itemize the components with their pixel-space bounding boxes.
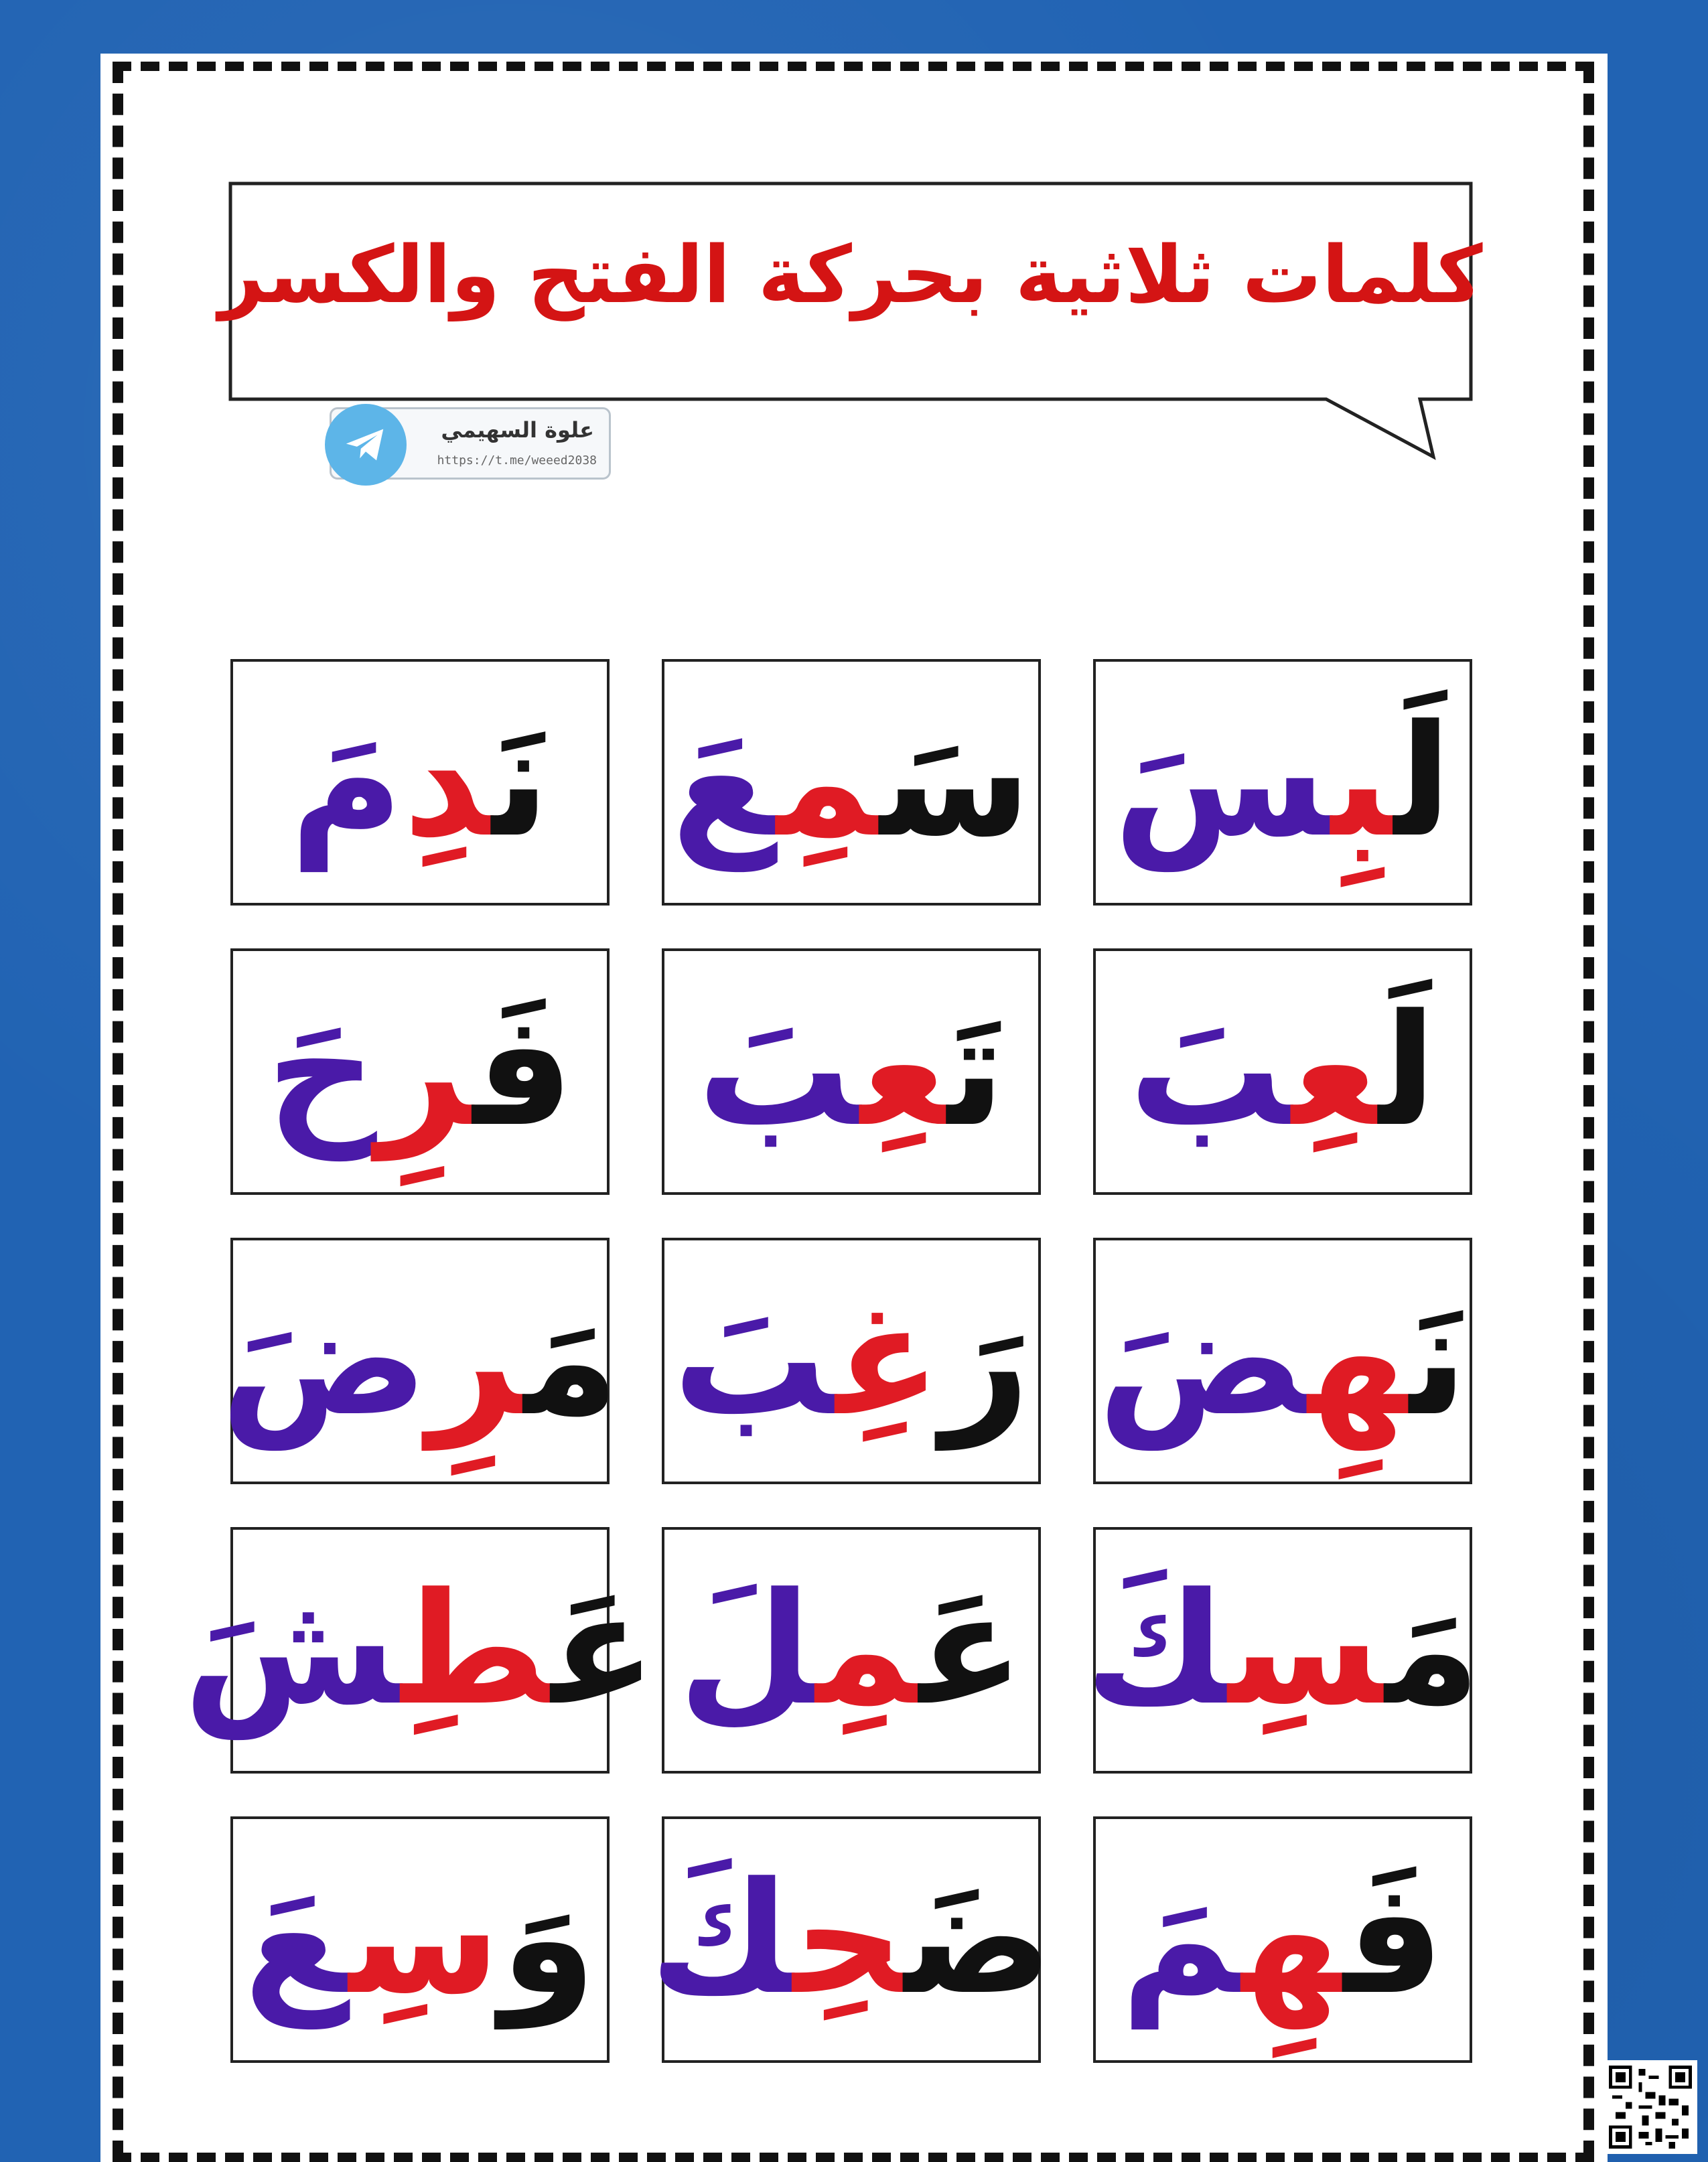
word-card xyxy=(662,1238,1041,1484)
page-title: كلمات ثلاثية بحركة الفتح والكسر xyxy=(218,228,1483,321)
word-card xyxy=(183,1527,657,1774)
letter-2: رِ xyxy=(427,1271,524,1450)
letter-1: فَ xyxy=(1343,1850,1445,2029)
letter-1: عَ xyxy=(551,1561,657,1739)
word-card xyxy=(1093,1238,1472,1484)
watermark-url: https://t.me/weeed2038 xyxy=(437,453,597,467)
letter-2: سِ xyxy=(1228,1561,1385,1739)
letter-2: طِ xyxy=(401,1561,552,1739)
letter-2: سِ xyxy=(348,1850,501,2029)
letter-1: ضَ xyxy=(904,1850,1054,2029)
word-text xyxy=(220,1271,620,1450)
word-card xyxy=(1093,1816,1472,2063)
word-text xyxy=(678,1561,1025,1739)
letter-3: بَ xyxy=(672,1271,836,1450)
word-card xyxy=(230,659,610,906)
letter-1: نَ xyxy=(492,693,550,871)
letter-2: بِ xyxy=(1331,693,1395,871)
word-card xyxy=(230,1816,610,2063)
letter-1: لَ xyxy=(1378,982,1437,1161)
letter-3: عَ xyxy=(243,1850,349,2029)
word-text xyxy=(671,693,1031,871)
word-card xyxy=(662,659,1041,906)
letter-3: ضَ xyxy=(1098,1271,1308,1450)
letter-1: رَ xyxy=(941,1271,1030,1450)
letter-1: تَ xyxy=(947,982,1005,1161)
watermark-badge xyxy=(330,407,611,480)
letter-3: سَ xyxy=(1113,693,1332,871)
qr-code-icon xyxy=(1604,2060,1697,2154)
word-card xyxy=(230,948,610,1195)
word-text xyxy=(1113,693,1452,871)
letter-1: فَ xyxy=(473,982,574,1161)
letter-2: دِ xyxy=(403,693,492,871)
letter-3: ضَ xyxy=(220,1271,428,1450)
word-card xyxy=(1093,659,1472,906)
letter-2: غِ xyxy=(835,1271,942,1450)
letter-3: بَ xyxy=(1129,982,1292,1161)
letter-1: عَ xyxy=(919,1561,1025,1739)
word-text xyxy=(649,1850,1054,2029)
letter-3: شَ xyxy=(183,1561,401,1739)
letter-2: حِ xyxy=(793,1850,904,2029)
letter-1: نَ xyxy=(1409,1271,1468,1450)
letter-2: عِ xyxy=(860,982,948,1161)
word-card xyxy=(1084,1527,1481,1774)
letter-1: مَ xyxy=(1384,1561,1481,1739)
word-text xyxy=(672,1271,1030,1450)
letter-3: بَ xyxy=(697,982,861,1161)
word-text xyxy=(290,693,550,871)
letter-2: هِ xyxy=(1307,1271,1410,1450)
letter-1: مَ xyxy=(524,1271,620,1450)
word-text xyxy=(1084,1561,1481,1739)
word-text xyxy=(697,982,1005,1161)
word-card xyxy=(662,948,1041,1195)
word-card xyxy=(220,1238,620,1484)
word-text xyxy=(183,1561,657,1739)
letter-3: عَ xyxy=(671,693,777,871)
word-card xyxy=(662,1527,1041,1774)
letter-1: سَ xyxy=(879,693,1031,871)
letter-2: مِ xyxy=(815,1561,920,1739)
letter-3: كَ xyxy=(1084,1561,1228,1739)
letter-3: لَ xyxy=(678,1561,816,1739)
letter-3: مَ xyxy=(1121,1850,1242,2029)
word-card xyxy=(649,1816,1054,2063)
letter-2: رِ xyxy=(377,982,474,1161)
word-text xyxy=(1121,1850,1445,2029)
word-text xyxy=(1098,1271,1468,1450)
word-card xyxy=(1093,948,1472,1195)
telegram-icon xyxy=(325,404,407,486)
word-text xyxy=(1129,982,1437,1161)
letter-3: مَ xyxy=(290,693,403,871)
letter-1: لَ xyxy=(1394,693,1452,871)
letter-2: مِ xyxy=(776,693,880,871)
watermark-name: علوة السهيمي xyxy=(441,417,594,443)
letter-2: هِ xyxy=(1241,1850,1344,2029)
word-text xyxy=(243,1850,597,2029)
letter-2: عِ xyxy=(1291,982,1379,1161)
letter-3: كَ xyxy=(649,1850,794,2029)
letter-1: وَ xyxy=(500,1850,597,2029)
word-text xyxy=(266,982,574,1161)
letter-3: حَ xyxy=(266,982,378,1161)
